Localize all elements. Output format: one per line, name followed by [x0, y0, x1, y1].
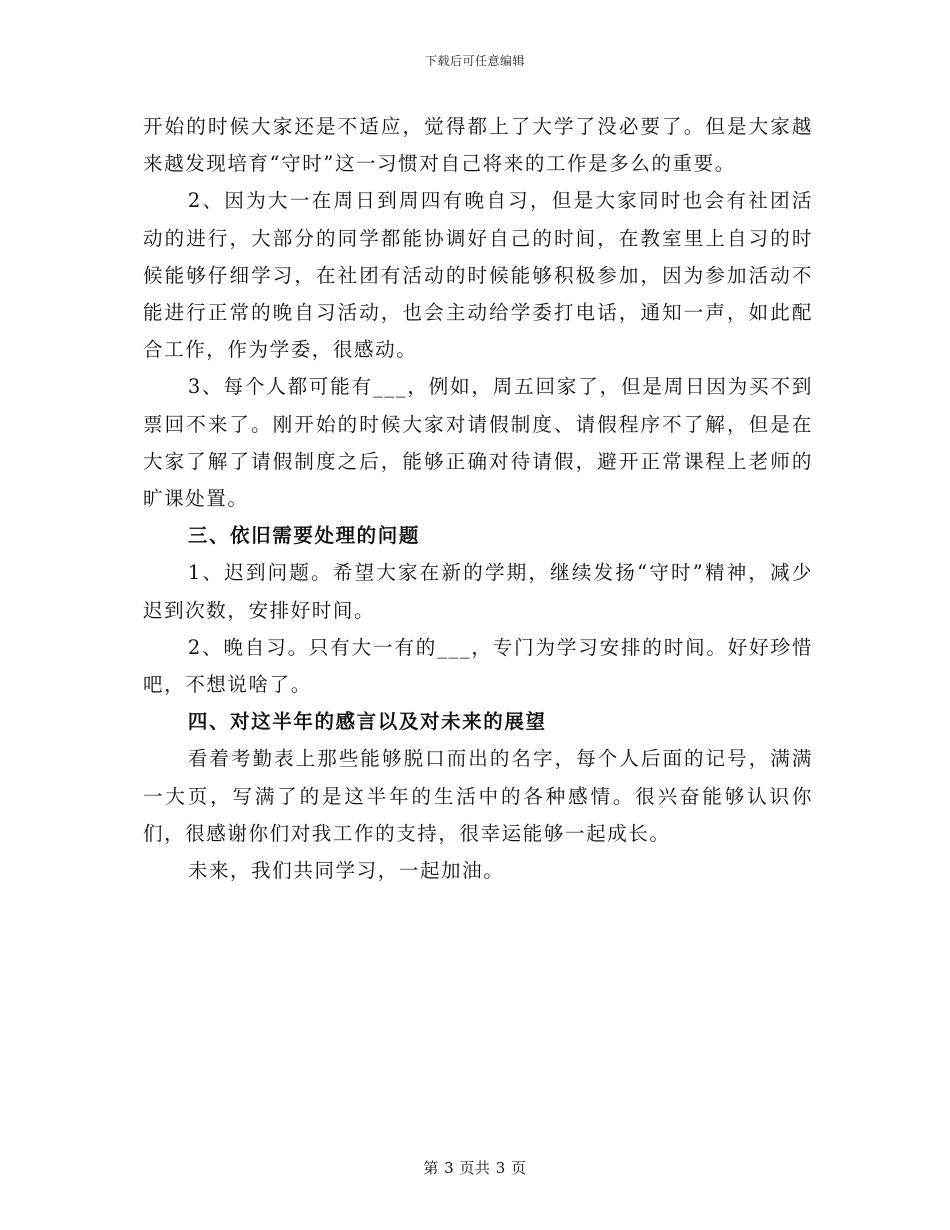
page-header: 下载后可任意编辑 — [424, 54, 525, 68]
paragraph: 开始的时候大家还是不适应，觉得都上了大学了没必要了。但是大家越来越发现培育“守时”这一习惯对自己将来的工作是多么的重要。 — [143, 115, 813, 176]
paragraph: 2、晚自习。只有大一有的___，专门为学习安排的时间。好好珍惜吧，不想说啥了。 — [143, 635, 813, 697]
paragraph: 2、因为大一在周日到周四有晚自习，但是大家同时也会有社团活动的进行，大部分的同学都能协调好自己的时间，在教室里上自习的时候能够仔细学习，在社团有活动的时候能够积极参加，因为参加活动不能进行正常的晚自习活动，也会主动给学委打电话，通知一声，如此配合工作，作为学委，很感动。 — [143, 189, 813, 362]
section-heading: 三、依旧需要处理的问题 — [187, 524, 420, 548]
paragraph: 3、每个人都可能有___，例如，周五回家了，但是周日因为买不到票回不来了。刚开始的时候大家对请假制度、请假程序不了解，但是在大家了解了请假制度之后，能够正确对待请假，避开正常课程上老师的旷课处置。 — [143, 375, 813, 511]
page-number: 第 3 页共 3 页 — [423, 1159, 527, 1177]
document-body — [143, 108, 813, 889]
paragraph: 看着考勤表上那些能够脱口而出的名字，每个人后面的记号，满满一大页，写满了的是这半年的生活中的各种感情。很兴奋能够认识你们，很感谢你们对我工作的支持，很幸运能够一起成长。 — [143, 747, 813, 845]
paragraph: 未来，我们共同学习，一起加油。 — [187, 859, 505, 883]
section-heading: 四、对这半年的感言以及对未来的展望 — [187, 710, 547, 734]
paragraph: 1、迟到问题。希望大家在新的学期，继续发扬“守时”精神，减少迟到次数，安排好时间。 — [143, 561, 813, 622]
